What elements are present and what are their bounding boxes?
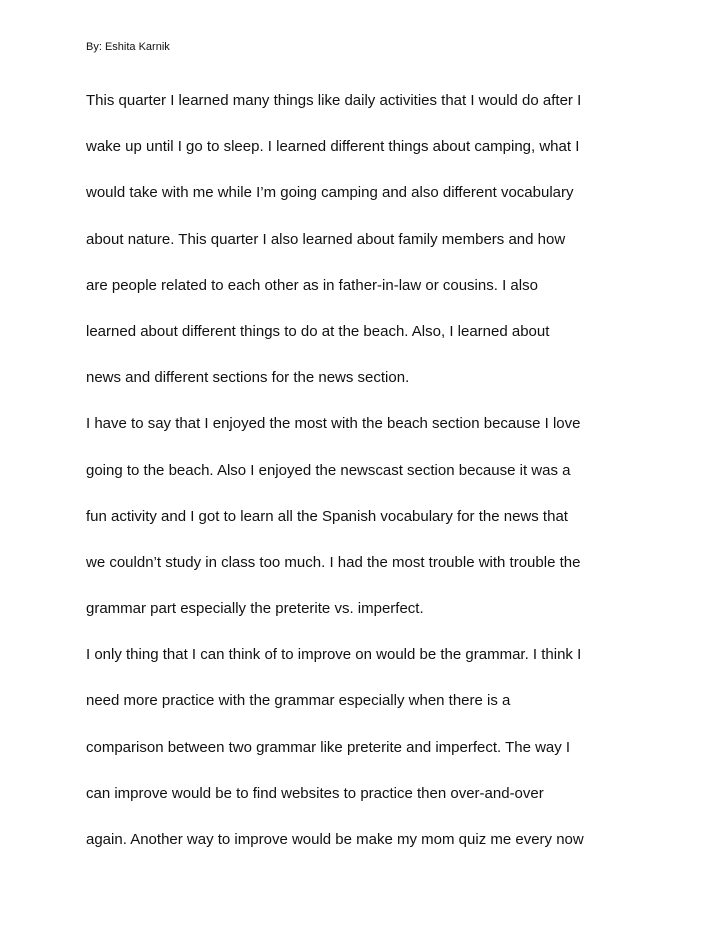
text-line: I only thing that I can think of to improve on would be the grammar. I think I [86, 646, 582, 664]
text-line: we couldn’t study in class too much. I had the most trouble with trouble the [86, 553, 581, 571]
text-line: need more practice with the grammar especially when there is a [86, 692, 511, 710]
text-line: about nature. This quarter I also learned about family members and how [86, 230, 566, 248]
text-line: learned about different things to do at the beach. Also, I learned about [86, 322, 550, 340]
text-line: news and different sections for the news section. [86, 369, 410, 387]
text-line: going to the beach. Also I enjoyed the newscast section because it was a [86, 461, 571, 479]
text-line: wake up until I go to sleep. I learned different things about camping, what I [86, 138, 580, 156]
essay-body [86, 92, 686, 877]
text-line: grammar part especially the preterite vs. imperfect. [86, 600, 424, 618]
author-byline: By: Eshita Karnik [86, 41, 170, 53]
text-line: fun activity and I got to learn all the Spanish vocabulary for the news that [86, 507, 568, 525]
text-line: I have to say that I enjoyed the most with the beach section because I love [86, 415, 581, 433]
text-line: can improve would be to find websites to practice then over-and-over [86, 784, 544, 802]
text-line: again. Another way to improve would be make my mom quiz me every now [86, 831, 584, 848]
text-line: This quarter I learned many things like daily activities that I would do after I [86, 92, 582, 109]
text-line: comparison between two grammar like preterite and imperfect. The way I [86, 738, 571, 756]
text-line: would take with me while I’m going camping and also different vocabulary [86, 184, 574, 202]
text-line: are people related to each other as in father-in-law or cousins. I also [86, 276, 538, 294]
